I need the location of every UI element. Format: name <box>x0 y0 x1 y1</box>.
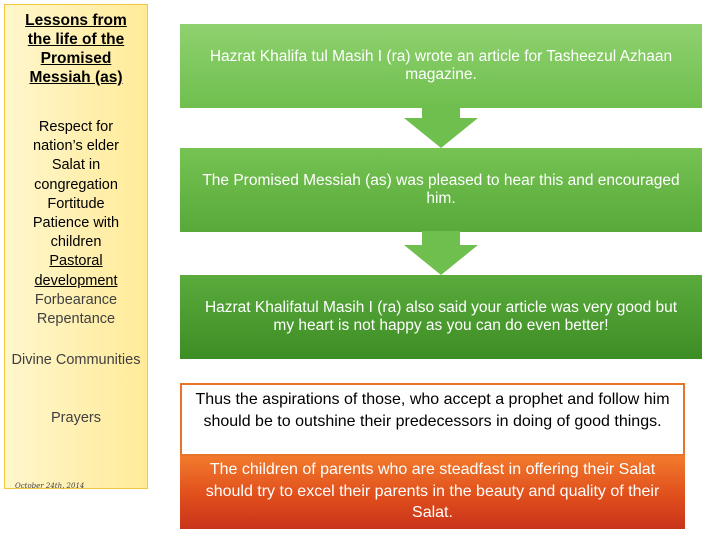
sidebar-title-line: Messiah (as) <box>29 69 123 86</box>
lesson-item: Prayers <box>51 410 101 426</box>
lesson-item: Repentance <box>36 311 116 328</box>
lesson-item: Forbearance <box>34 291 118 308</box>
flow-step-text: Hazrat Khalifa tul Masih I (ra) wrote an article for Tasheezul Azhaan magazine. <box>209 48 673 83</box>
sidebar-title-line: Lessons from <box>25 12 127 29</box>
down-arrow-icon <box>404 231 478 275</box>
lesson-item: Respect for <box>38 119 114 135</box>
sidebar-title-line: Promised <box>40 50 112 67</box>
lesson-item: nation’s elder <box>33 138 119 155</box>
lesson-item-current[interactable]: Pastoral <box>49 253 103 270</box>
lesson-item: Fortitude <box>47 195 105 212</box>
aspiration-note: Thus the aspirations of those, who accept a prophet and follow him should be to outshine their predecessors in doing of good things. <box>180 383 685 456</box>
conclusion-box: The children of parents who are steadfast in offering their Salat should try to excel their parents in the beauty and quality of their Salat. <box>180 456 685 529</box>
lesson-item-current[interactable]: development <box>34 272 118 289</box>
flow-step-1 <box>180 24 702 108</box>
lesson-item: congregation <box>34 176 118 193</box>
sidebar-title <box>5 11 147 87</box>
sidebar <box>4 4 148 489</box>
lesson-item: children <box>50 234 102 251</box>
flow-step-2 <box>180 148 702 232</box>
sidebar-lesson-list-2 <box>5 351 147 370</box>
slide-date: October 24th, 2014 <box>15 482 85 490</box>
sidebar-lesson-list-3 <box>5 409 147 428</box>
down-arrow-icon <box>404 104 478 148</box>
flow-step-3 <box>180 275 702 359</box>
lesson-item: Communities <box>55 352 141 368</box>
lesson-item: Divine <box>11 352 52 368</box>
flow-step-text: The Promised Messiah (as) was pleased to hear this and encouraged him. <box>202 172 680 207</box>
lesson-item: Patience with <box>32 215 120 232</box>
flow-step-text: Hazrat Khalifatul Masih I (ra) also said your article was very good but my heart is not happy as you can do even better! <box>204 299 678 334</box>
lesson-item: Salat in <box>51 157 101 174</box>
sidebar-title-line: the life of the <box>27 31 125 48</box>
sidebar-lesson-list <box>5 118 147 329</box>
